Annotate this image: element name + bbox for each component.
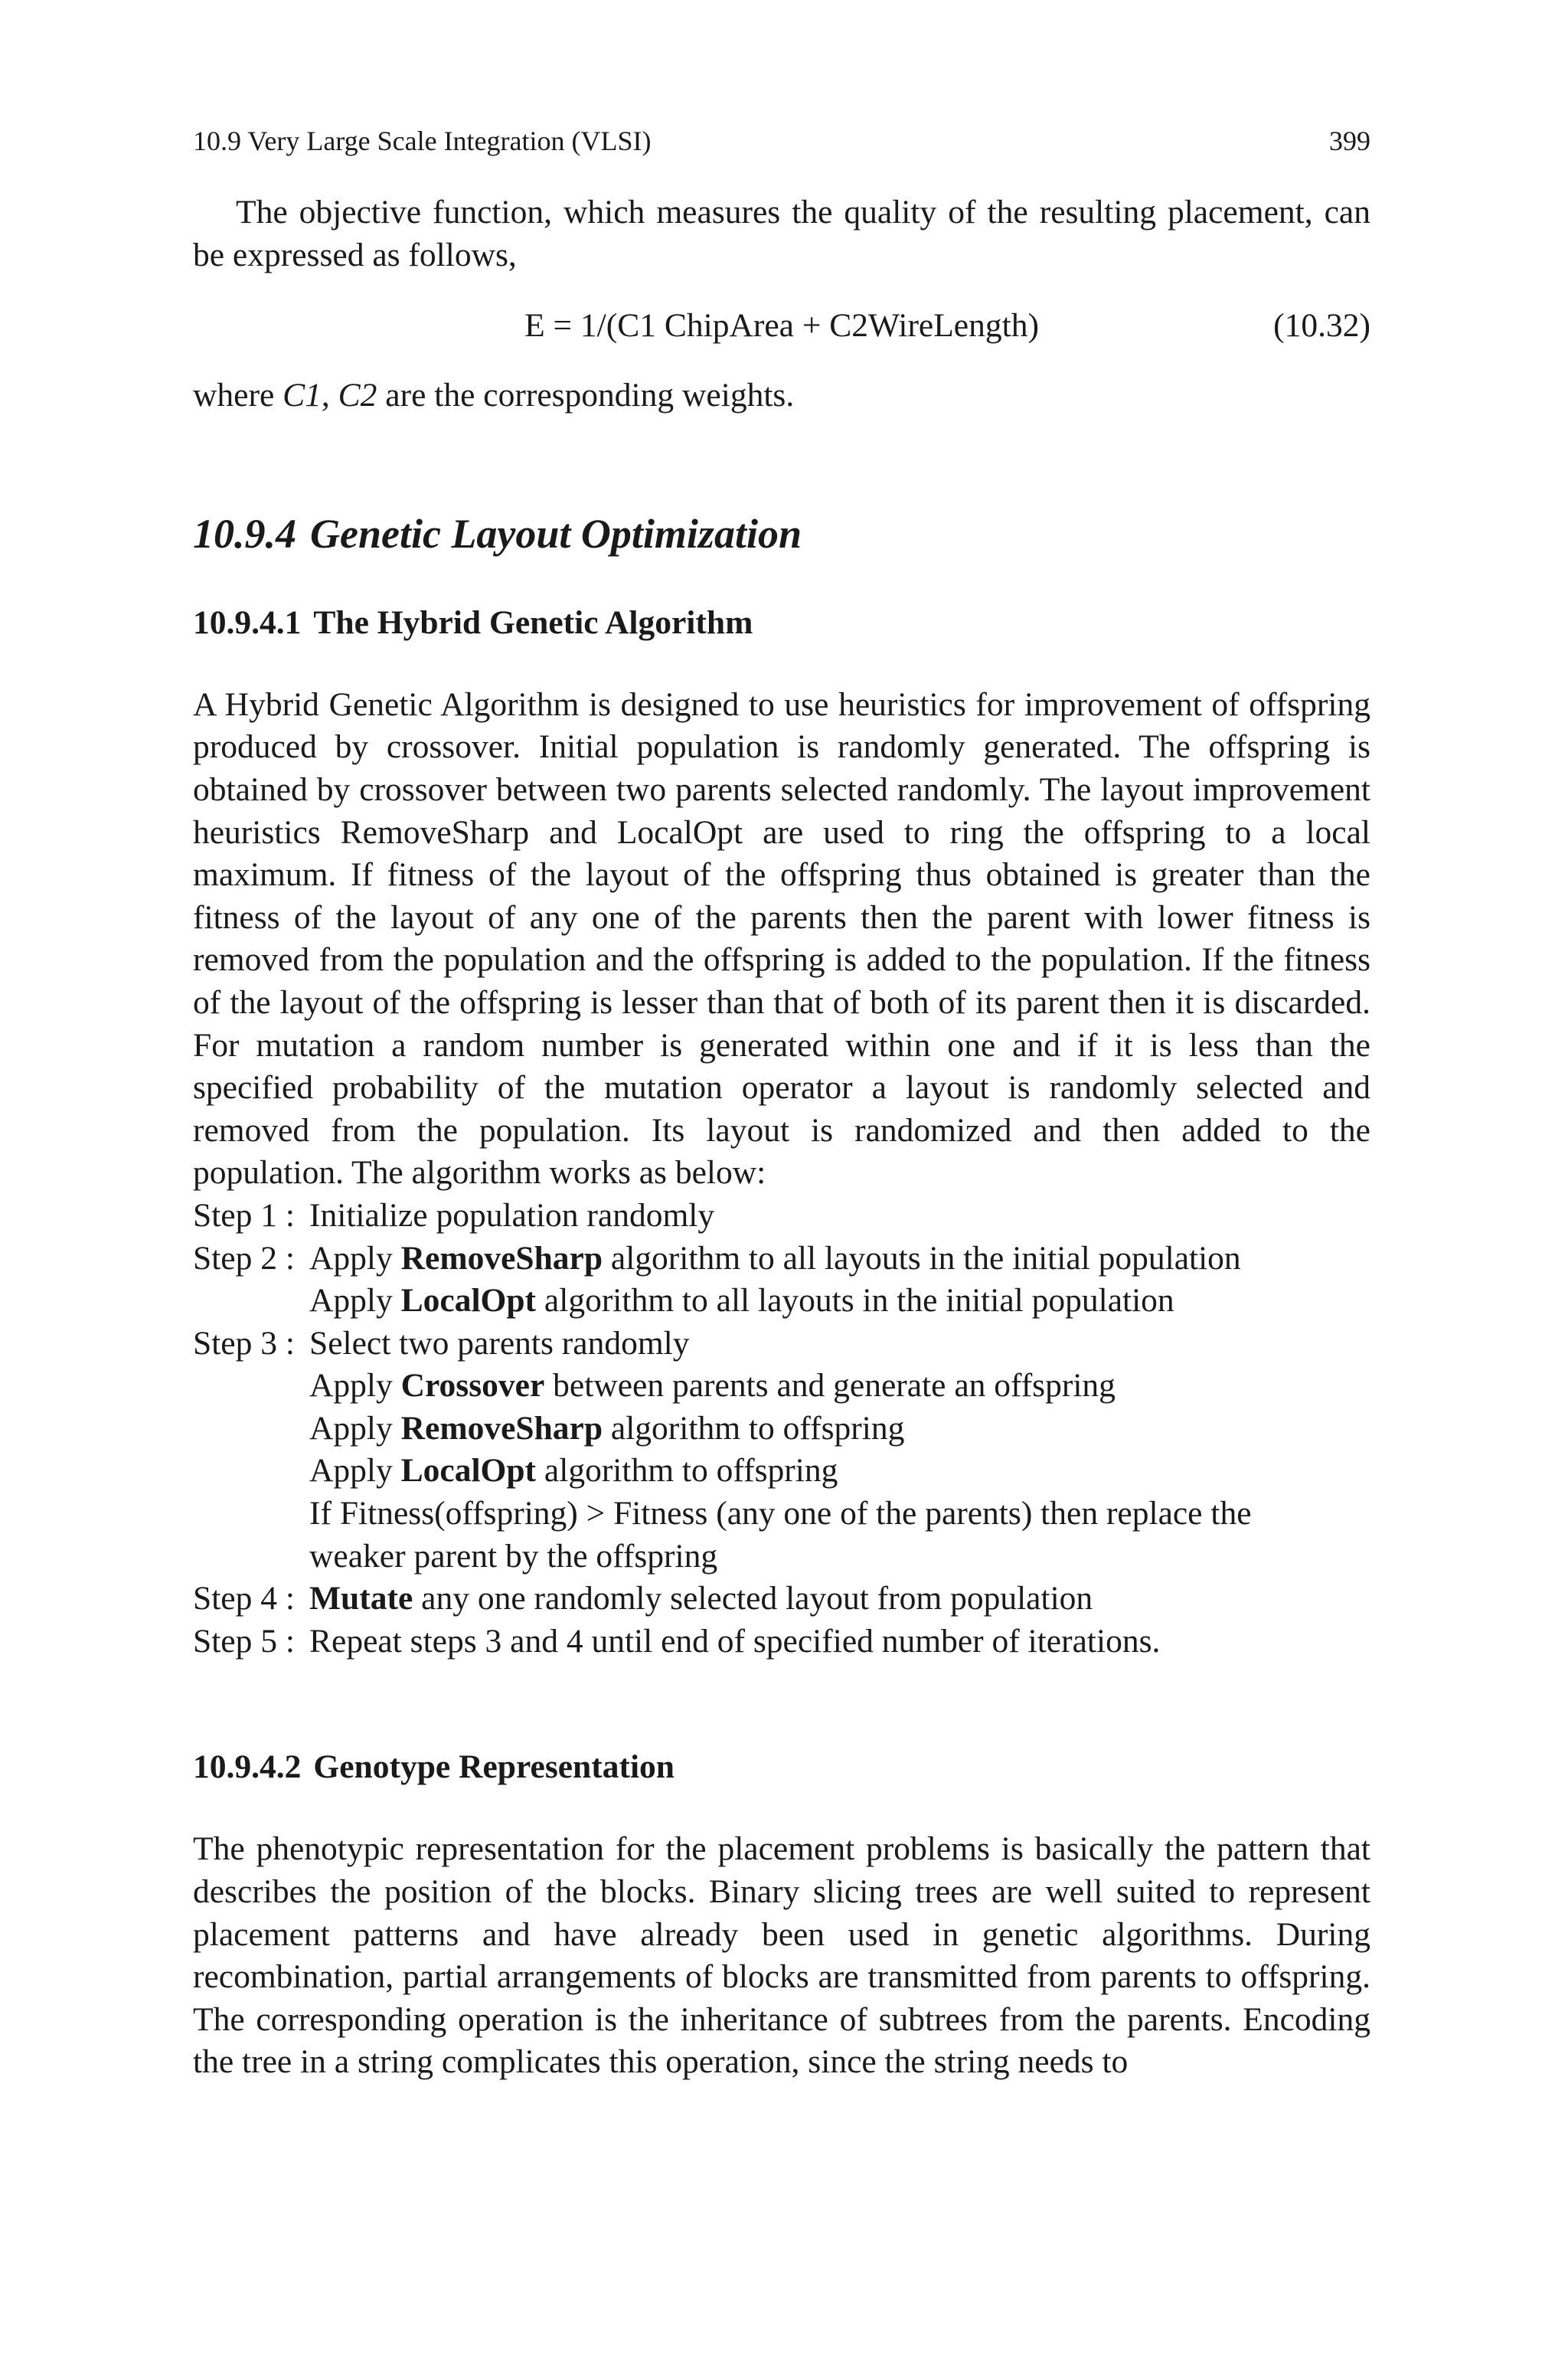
- step-1: [193, 1195, 1370, 1238]
- where-prefix: where: [193, 377, 283, 414]
- step-3: [193, 1323, 1370, 1578]
- section-title: Genetic Layout Optimization: [310, 510, 802, 557]
- step-4-label: Step 4 :: [193, 1580, 295, 1617]
- step-3-line-1: Select two parents randomly: [309, 1324, 690, 1362]
- genotype-paragraph: The phenotypic representation for the placement problems is basically the pattern that describes the position of the blocks. Binary slicing trees are well suited to represent placement patterns and have already been used in genetic algorithms. During recombination, partial arrangements of blocks are transmitted from parents to offspring. The corresponding operation is the inheritance of subtrees from the parents. Encoding the tree in a string complicates this operation, since the string needs to: [193, 1830, 1370, 2081]
- running-head: [193, 123, 1370, 159]
- step-5: [193, 1621, 1370, 1663]
- where-c1: C1: [283, 377, 322, 414]
- subsection-1-number: 10.9.4.1: [193, 603, 302, 641]
- section-number: 10.9.4: [193, 510, 296, 557]
- where-suffix: are the corresponding weights.: [377, 377, 795, 414]
- step-4-line-1: Mutate any one randomly selected layout from population: [309, 1580, 1093, 1617]
- step-3-line-6: weaker parent by the offspring: [309, 1537, 718, 1575]
- where-sep: ,: [321, 377, 338, 414]
- book-page: [193, 123, 1370, 2084]
- step-3-line-3: Apply RemoveSharp algorithm to offspring: [309, 1409, 905, 1447]
- section-heading: [193, 509, 1370, 558]
- where-c2: C2: [338, 377, 377, 414]
- algorithm-steps: [193, 1195, 1370, 1663]
- step-3-line-5: If Fitness(offspring) > Fitness (any one of the parents) then replace the: [309, 1495, 1252, 1532]
- subsection-heading-2: [193, 1745, 1370, 1788]
- step-1-line-1: Initialize population randomly: [309, 1196, 715, 1234]
- step-3-label: Step 3 :: [193, 1324, 295, 1362]
- step-1-label: Step 1 :: [193, 1196, 295, 1234]
- equation-number: (10.32): [1273, 307, 1370, 345]
- step-3-line-2: Apply Crossover between parents and generate an offspring: [309, 1367, 1116, 1405]
- intro-paragraph: The objective function, which measures the quality of the resulting placement, can be expressed as follows,: [193, 194, 1370, 273]
- step-5-label: Step 5 :: [193, 1622, 295, 1660]
- subsection-2-title: Genotype Representation: [313, 1748, 675, 1786]
- equation-10-32: [193, 304, 1370, 347]
- equation-body: E = 1/(C1 ChipArea + C2WireLength): [524, 307, 1039, 345]
- subsection-heading-1: [193, 601, 1370, 644]
- step-2-line-1: Apply RemoveSharp algorithm to all layouts in the initial population: [309, 1239, 1241, 1277]
- hybrid-ga-paragraph: A Hybrid Genetic Algorithm is designed to use heuristics for improvement of offspring produced by crossover. Initial population is randomly generated. The offspring is obtained by crossover between two parents selected randomly. The layout improvement heuristics RemoveSharp and LocalOpt are used to ring the offspring to a local maximum. If fitness of the layout of the offspring thus obtained is greater than the fitness of the layout of any one of the parents then the parent with lower fitness is removed from the population and the offspring is added to the population. If the fitness of the layout of the offspring is lesser than that of both of its parent then it is discarded. For mutation a random number is generated within one and if it is less than the specified probability of the mutation operator a layout is randomly selected and removed from the population. Its layout is randomized and then added to the population. The algorithm works as below:: [193, 685, 1370, 1192]
- step-5-line-1: Repeat steps 3 and 4 until end of specified number of iterations.: [309, 1622, 1161, 1660]
- running-head-section: 10.9 Very Large Scale Integration (VLSI): [193, 126, 652, 156]
- step-2-line-2: Apply LocalOpt algorithm to all layouts in the initial population: [309, 1282, 1174, 1320]
- where-line: [193, 374, 1370, 417]
- step-4: [193, 1578, 1370, 1621]
- subsection-1-title: The Hybrid Genetic Algorithm: [313, 603, 753, 641]
- step-3-line-4: Apply LocalOpt algorithm to offspring: [309, 1452, 838, 1490]
- page-number: 399: [1329, 126, 1370, 156]
- subsection-2-number: 10.9.4.2: [193, 1748, 302, 1786]
- step-2-label: Step 2 :: [193, 1239, 295, 1277]
- step-2: [193, 1238, 1370, 1323]
